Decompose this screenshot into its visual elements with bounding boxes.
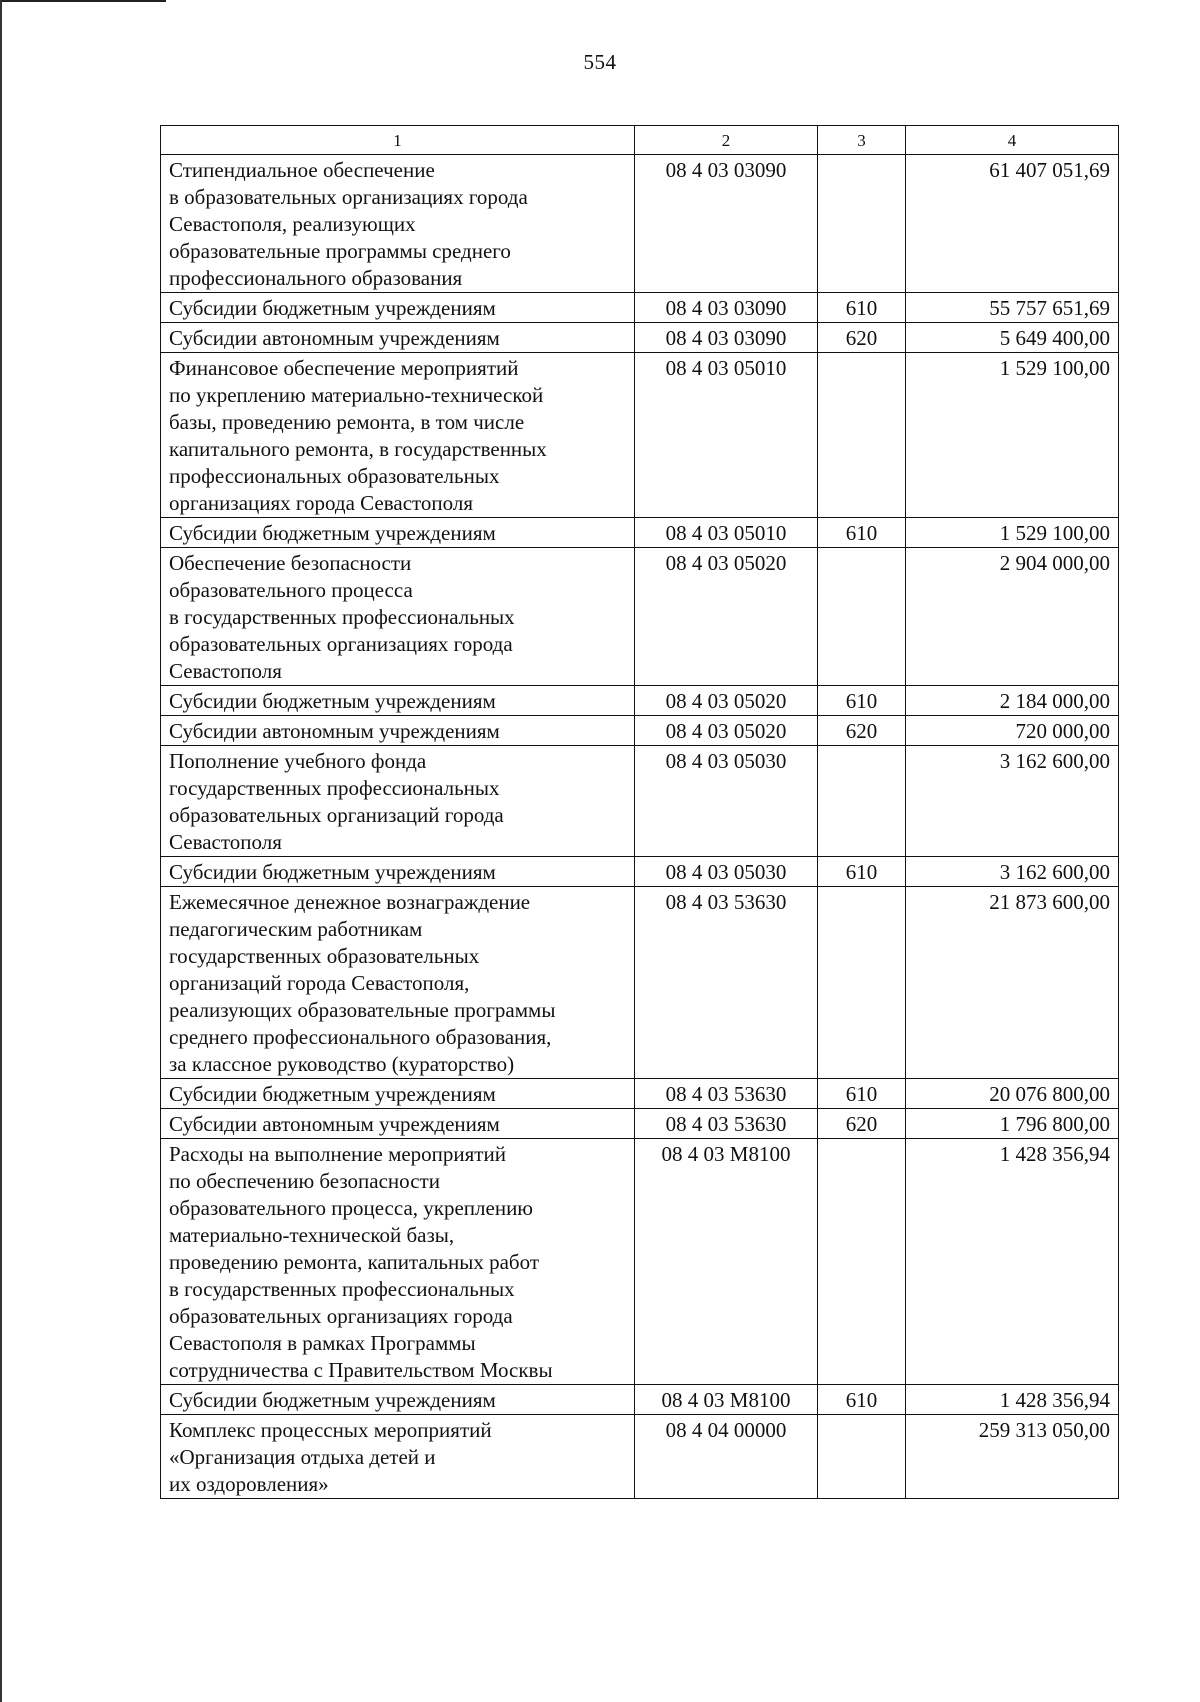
row-amount-cell: 1 428 356,94 [906, 1385, 1119, 1415]
row-amount-cell: 55 757 651,69 [906, 293, 1119, 323]
header-col-4: 4 [906, 126, 1119, 155]
row-type-cell [818, 746, 906, 857]
table-row [161, 746, 1119, 857]
row-type-cell: 620 [818, 323, 906, 353]
row-code-cell: 08 4 03 03090 [635, 155, 818, 293]
row-code-cell: 08 4 03 53630 [635, 1079, 818, 1109]
table-row [161, 1415, 1119, 1499]
row-code-cell: 08 4 03 53630 [635, 887, 818, 1079]
row-name-cell: Обеспечение безопасности образовательного процесса в государственных профессиональных образовательных организациях города Севастополя [161, 548, 635, 686]
table-row [161, 1109, 1119, 1139]
row-amount-cell: 3 162 600,00 [906, 746, 1119, 857]
row-name-cell: Субсидии автономным учреждениям [161, 1109, 635, 1139]
table-row [161, 1079, 1119, 1109]
table-row [161, 518, 1119, 548]
row-type-cell [818, 1415, 906, 1499]
row-code-cell: 08 4 03 05020 [635, 716, 818, 746]
row-amount-cell: 259 313 050,00 [906, 1415, 1119, 1499]
row-type-cell [818, 887, 906, 1079]
row-name-cell: Субсидии бюджетным учреждениям [161, 518, 635, 548]
table-row [161, 1385, 1119, 1415]
row-amount-cell: 1 529 100,00 [906, 353, 1119, 518]
row-name-cell: Субсидии бюджетным учреждениям [161, 686, 635, 716]
table-header-row [161, 126, 1119, 155]
row-amount-cell: 2 904 000,00 [906, 548, 1119, 686]
row-type-cell: 620 [818, 716, 906, 746]
table-row [161, 1139, 1119, 1385]
row-type-cell [818, 353, 906, 518]
row-amount-cell: 5 649 400,00 [906, 323, 1119, 353]
row-name-cell: Комплекс процессных мероприятий «Организация отдыха детей и их оздоровления» [161, 1415, 635, 1499]
row-type-cell: 610 [818, 1079, 906, 1109]
row-amount-cell: 1 796 800,00 [906, 1109, 1119, 1139]
row-name-cell: Субсидии автономным учреждениям [161, 323, 635, 353]
row-code-cell: 08 4 03 03090 [635, 323, 818, 353]
row-amount-cell: 20 076 800,00 [906, 1079, 1119, 1109]
header-col-3: 3 [818, 126, 906, 155]
row-name-cell: Стипендиальное обеспечение в образовательных организациях города Севастополя, реализующих образовательные программы среднего профессионального образования [161, 155, 635, 293]
header-col-1: 1 [161, 126, 635, 155]
row-name-cell: Финансовое обеспечение мероприятий по укреплению материально-технической базы, проведению ремонта, в том числе капитального ремонта, в государственных профессиональных образовательных организациях города Севастополя [161, 353, 635, 518]
row-name-cell: Расходы на выполнение мероприятий по обеспечению безопасности образовательного процесса, укреплению материально-технической базы, проведению ремонта, капитальных работ в государственных профессиональных образовательных организациях города Севастополя в рамках Программы сотрудничества с Правительством Москвы [161, 1139, 635, 1385]
row-amount-cell: 720 000,00 [906, 716, 1119, 746]
row-name-cell: Ежемесячное денежное вознаграждение педагогическим работникам государственных образовательных организаций города Севастополя, реализующих образовательные программы среднего профессионального образования, за классное руководство (кураторство) [161, 887, 635, 1079]
row-type-cell: 610 [818, 857, 906, 887]
row-name-cell: Пополнение учебного фонда государственных профессиональных образовательных организаций города Севастополя [161, 746, 635, 857]
table-row [161, 353, 1119, 518]
row-name-cell: Субсидии бюджетным учреждениям [161, 1385, 635, 1415]
row-type-cell [818, 1139, 906, 1385]
row-code-cell: 08 4 04 00000 [635, 1415, 818, 1499]
row-code-cell: 08 4 03 05030 [635, 746, 818, 857]
row-amount-cell: 21 873 600,00 [906, 887, 1119, 1079]
scan-edge-left [0, 0, 2, 1702]
row-code-cell: 08 4 03 03090 [635, 293, 818, 323]
table-row [161, 155, 1119, 293]
budget-table [160, 125, 1119, 1499]
row-code-cell: 08 4 03 05030 [635, 857, 818, 887]
row-amount-cell: 1 428 356,94 [906, 1139, 1119, 1385]
row-code-cell: 08 4 03 05010 [635, 353, 818, 518]
row-type-cell: 610 [818, 518, 906, 548]
row-code-cell: 08 4 03 05020 [635, 686, 818, 716]
table-row [161, 857, 1119, 887]
row-type-cell: 610 [818, 293, 906, 323]
row-name-cell: Субсидии бюджетным учреждениям [161, 857, 635, 887]
row-type-cell [818, 155, 906, 293]
row-amount-cell: 1 529 100,00 [906, 518, 1119, 548]
row-name-cell: Субсидии бюджетным учреждениям [161, 1079, 635, 1109]
row-type-cell [818, 548, 906, 686]
page-number: 554 [583, 50, 617, 74]
row-code-cell: 08 4 03 М8100 [635, 1139, 818, 1385]
header-col-2: 2 [635, 126, 818, 155]
table-row [161, 716, 1119, 746]
row-type-cell: 610 [818, 686, 906, 716]
table-row [161, 548, 1119, 686]
table-row [161, 323, 1119, 353]
table-row [161, 686, 1119, 716]
row-name-cell: Субсидии автономным учреждениям [161, 716, 635, 746]
scan-edge-top [0, 0, 166, 2]
row-type-cell: 610 [818, 1385, 906, 1415]
row-code-cell: 08 4 03 М8100 [635, 1385, 818, 1415]
row-amount-cell: 3 162 600,00 [906, 857, 1119, 887]
table-row [161, 293, 1119, 323]
row-code-cell: 08 4 03 05020 [635, 548, 818, 686]
row-code-cell: 08 4 03 53630 [635, 1109, 818, 1139]
budget-table-body [161, 126, 1119, 1499]
row-name-cell: Субсидии бюджетным учреждениям [161, 293, 635, 323]
row-code-cell: 08 4 03 05010 [635, 518, 818, 548]
row-amount-cell: 2 184 000,00 [906, 686, 1119, 716]
table-row [161, 887, 1119, 1079]
row-type-cell: 620 [818, 1109, 906, 1139]
row-amount-cell: 61 407 051,69 [906, 155, 1119, 293]
